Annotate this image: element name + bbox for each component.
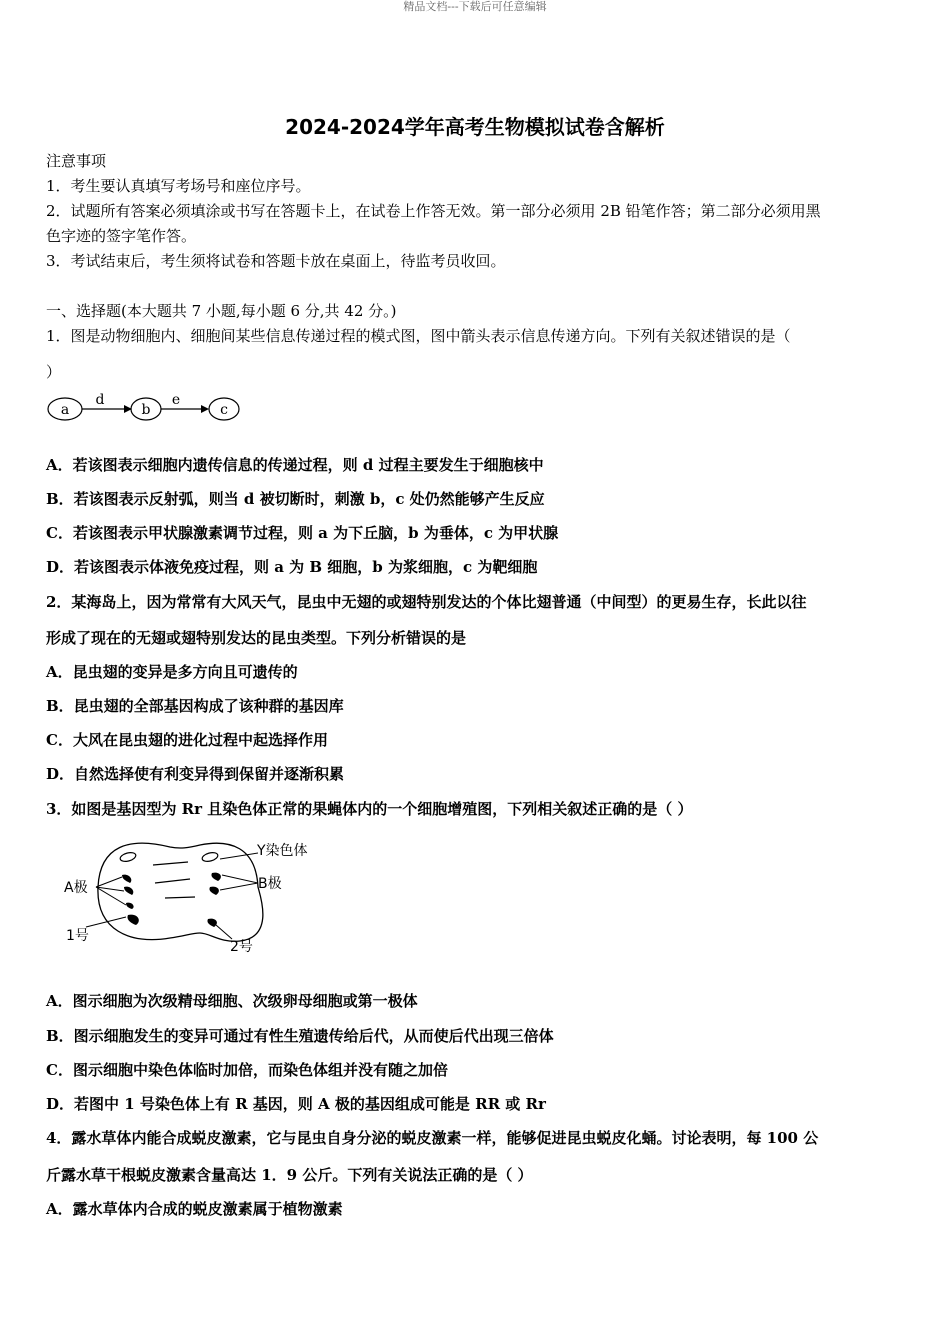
q4-stem: 4．露水草体内能合成蜕皮激素，它与昆虫自身分泌的蜕皮激素一样，能够促进昆虫蜕皮化蛹。讨论表明，每 100 公 [46, 1129, 819, 1147]
notice-item: 2．试题所有答案必须填涂或书写在答题卡上，在试卷上作答无效。第一部分必须用 2B 铅笔作答；第二部分必须用黑 [46, 202, 821, 220]
label-no2: 2号 [230, 939, 253, 955]
q4-stem-cont: 斤露水草干根蜕皮激素含量高达 1．9 公斤。下列有关说法正确的是（ ） [46, 1166, 533, 1184]
notice-item: 3．考试结束后，考生须将试卷和答题卡放在桌面上，待监考员收回。 [46, 252, 506, 270]
q3-option-a: A．图示细胞为次级精母细胞、次级卵母细胞或第一极体 [46, 992, 418, 1010]
label-a-pole: A极 [64, 880, 88, 896]
q3-stem: 3．如图是基因型为 Rr 且染色体正常的果蝇体内的一个细胞增殖图，下列相关叙述正确的是（ ） [46, 800, 693, 818]
q1-stem-cont: ） [46, 363, 62, 381]
q2-option-d: D．自然选择使有利变异得到保留并逐渐积累 [46, 765, 345, 783]
q2-stem: 2．某海岛上，因为常常有大风天气，昆虫中无翅的或翅特别发达的个体比翅普通（中间型）的更易生存，长此以往 [46, 593, 807, 611]
label-no1: 1号 [66, 928, 89, 944]
cell-outline [98, 843, 263, 941]
q4-option-a: A．露水草体内合成的蜕皮激素属于植物激素 [46, 1200, 343, 1218]
edge-d-label: d [95, 392, 105, 408]
q2-option-b: B．昆虫翅的全部基因构成了该种群的基因库 [46, 697, 344, 715]
node-b-label: b [141, 402, 151, 418]
q2-option-c: C．大风在昆虫翅的进化过程中起选择作用 [46, 731, 328, 749]
node-c-label: c [220, 402, 228, 418]
label-b-pole: B极 [258, 876, 282, 892]
q1-option-d: D．若该图表示体液免疫过程，则 a 为 B 细胞，b 为浆细胞，c 为靶细胞 [46, 558, 538, 576]
q3-option-d: D．若图中 1 号染色体上有 R 基因，则 A 极的基因组成可能是 RR 或 Rr [46, 1095, 546, 1113]
section-heading: 一、选择题(本大题共 7 小题,每小题 6 分,共 42 分。) [46, 302, 397, 320]
notice-item: 1．考生要认真填写考场号和座位序号。 [46, 177, 311, 195]
q1-option-b: B．若该图表示反射弧，则当 d 被切断时，刺激 b，c 处仍然能够产生反应 [46, 490, 545, 508]
q3-cell-diagram [60, 835, 320, 960]
header-note: 精品文档---下载后可任意编辑 [403, 0, 547, 13]
q3-option-b: B．图示细胞发生的变异可通过有性生殖遗传给后代，从而使后代出现三倍体 [46, 1027, 554, 1045]
arrow-e-head [201, 405, 209, 413]
q2-stem-cont: 形成了现在的无翅或翅特别发达的昆虫类型。下列分析错误的是 [46, 629, 467, 647]
page-title: 2024-2024学年高考生物模拟试卷含解析 [285, 115, 665, 139]
q1-option-a: A．若该图表示细胞内遗传信息的传递过程，则 d 过程主要发生于细胞核中 [46, 456, 544, 474]
q1-option-c: C．若该图表示甲状腺激素调节过程，则 a 为下丘脑，b 为垂体，c 为甲状腺 [46, 524, 559, 542]
notice-heading: 注意事项 [46, 152, 107, 170]
q3-option-c: C．图示细胞中染色体临时加倍，而染色体组并没有随之加倍 [46, 1061, 448, 1079]
edge-e-label: e [171, 392, 181, 408]
notice-item: 色字迹的签字笔作答。 [46, 227, 197, 245]
q1-flow-diagram [44, 390, 244, 424]
q2-option-a: A．昆虫翅的变异是多方向且可遗传的 [46, 663, 298, 681]
q1-stem: 1．图是动物细胞内、细胞间某些信息传递过程的模式图，图中箭头表示信息传递方向。下列有关叙述错误的是（ [46, 327, 791, 345]
label-y-chromosome: Y染色体 [257, 843, 308, 859]
node-a-label: a [60, 402, 70, 418]
